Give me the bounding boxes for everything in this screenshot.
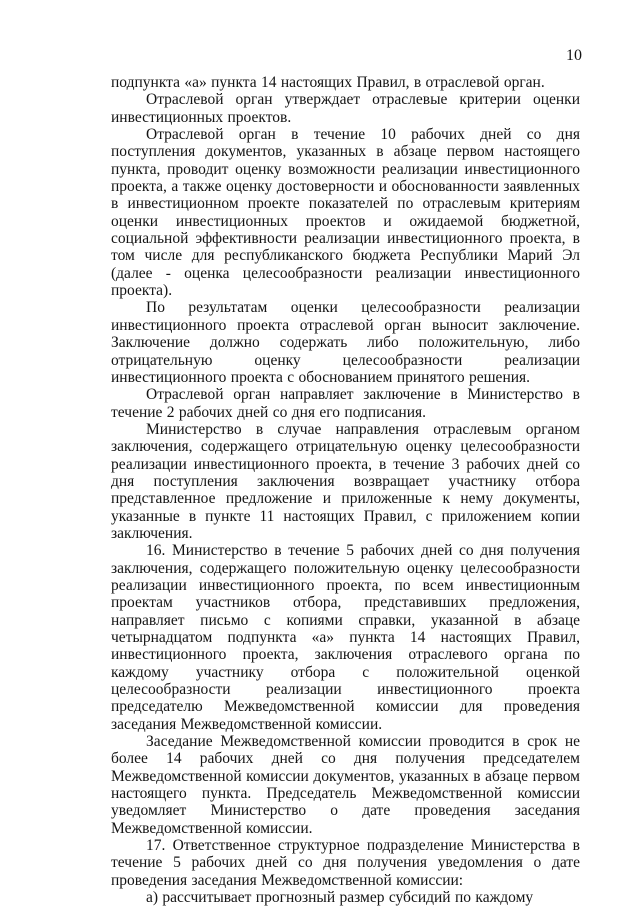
paragraph-conclusion: По результатам оценки целесообразности реализации инвестиционного проекта отраслевой орган выносит заключение. Заключение должно содержать либо положительную, либо отрицательную оценку целесообразности реализации инвестиционного проекта с обоснованием принятого решения. bbox=[111, 299, 580, 386]
page-number: 10 bbox=[566, 47, 582, 64]
paragraph-subitem-a: а) рассчитывает прогнозный размер субсидий по каждому bbox=[146, 889, 534, 907]
paragraph-feasibility-assessment: Отраслевой орган в течение 10 рабочих дней со дня поступления документов, указанных в абзаце первом настоящего пункта, проводит оценку возможности реализации инвестиционного проекта, а также оценку достоверности и обоснованности заявленных в инвестиционном проекте показателей по отраслевым критериям оценки инвестиционных проектов и ожидаемой бюджетной, социальной эффективности реализации инвестиционного проекта, в том числе для республиканского бюджета Республики Марий Эл (далее - оценка целесообразности реализации инвестиционного проекта). bbox=[111, 126, 580, 300]
paragraph-conclusion-delivery: Отраслевой орган направляет заключение в Министерство в течение 2 рабочих дней со дня его подписания. bbox=[111, 386, 580, 421]
document-body bbox=[111, 74, 580, 907]
paragraph-item-17: 17. Ответственное структурное подразделение Министерства в течение 5 рабочих дней со дня получения уведомления о дате проведения заседания Межведомственной комиссии: bbox=[111, 837, 580, 889]
paragraph-item-16: 16. Министерство в течение 5 рабочих дней со дня получения заключения, содержащего положительную оценку целесообразности реализации инвестиционного проекта, по всем инвестиционным проектам участников отбора, представивших предложения, направляет письмо с копиями справки, указанной в абзаце четырнадцатом подпункта «а» пункта 14 настоящих Правил, инвестиционного проекта, заключения отраслевого органа по каждому участнику отбора с положительной оценкой целесообразности реализации инвестиционного проекта председателю Межведомственной комиссии для проведения заседания Межведомственной комиссии. bbox=[111, 542, 580, 733]
paragraph-commission-meeting: Заседание Межведомственной комиссии проводится в срок не более 14 рабочих дней со дня получения председателем Межведомственной комиссии документов, указанных в абзаце первом настоящего пункта. Председатель Межведомственной комиссии уведомляет Министерство о дате проведения заседания Межведомственной комиссии. bbox=[111, 733, 580, 837]
paragraph-continuation: подпункта «а» пункта 14 настоящих Правил, в отраслевой орган. bbox=[111, 74, 545, 91]
paragraph-criteria-approval: Отраслевой орган утверждает отраслевые критерии оценки инвестиционных проектов. bbox=[111, 91, 580, 126]
paragraph-negative-return: Министерство в случае направления отраслевым органом заключения, содержащего отрицательную оценку целесообразности реализации инвестиционного проекта, в течение 3 рабочих дней со дня поступления заключения возвращает участнику отбора представленное предложение и приложенные к нему документы, указанные в пункте 11 настоящих Правил, с приложением копии заключения. bbox=[111, 420, 580, 542]
